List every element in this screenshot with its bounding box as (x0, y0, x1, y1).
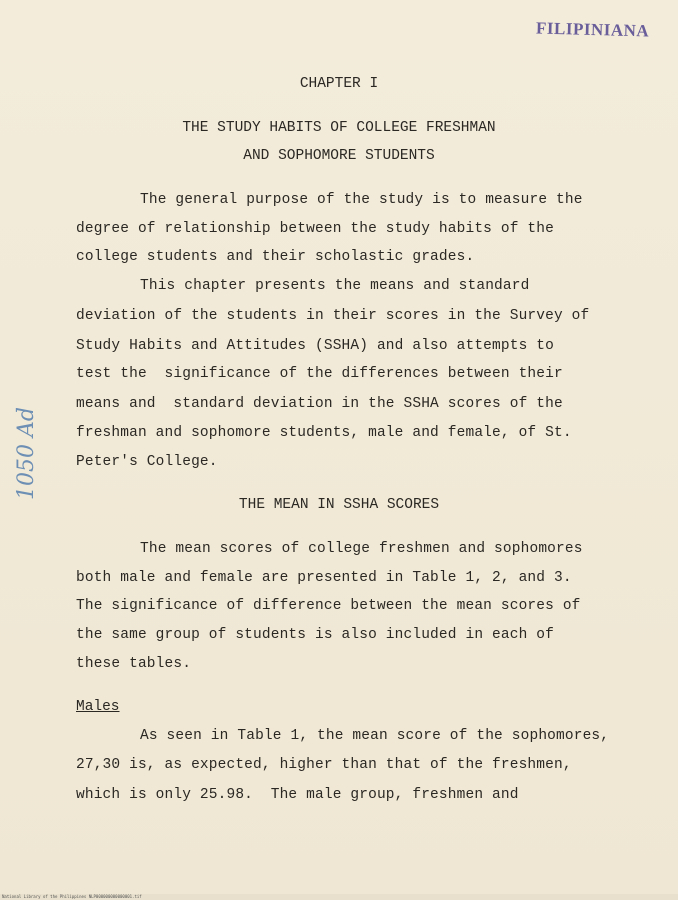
paragraph-4-line: 27,30 is, as expected, higher than that of the freshmen, (76, 757, 572, 773)
filipiniana-stamp: FILIPINIANA (535, 18, 650, 41)
paragraph-3-line: The significance of difference between the mean scores of (76, 598, 581, 614)
paragraph-1-line: degree of relationship between the study habits of the (76, 221, 554, 237)
paragraph-3-line: these tables. (76, 656, 192, 672)
chapter-heading: CHAPTER I (299, 76, 379, 92)
paragraph-3-line: The mean scores of college freshmen and sophomores (140, 541, 583, 557)
paragraph-1-line: college students and their scholastic grades. (76, 249, 475, 265)
paragraph-2-line: freshman and sophomore students, male and female, of St. (76, 425, 572, 441)
paragraph-1-line: The general purpose of the study is to measure the (140, 192, 583, 208)
handwritten-margin-note: 1050 Ad (14, 407, 39, 500)
males-subheading: Males (76, 699, 120, 715)
paragraph-4-line: which is only 25.98. The male group, freshmen and (76, 787, 519, 803)
scan-footer-text: National Library of the Philippines NLP000000000000001.tif (2, 894, 142, 899)
paragraph-2-line: Study Habits and Attitudes (SSHA) and also attempts to (76, 338, 554, 354)
paragraph-3-line: both male and female are presented in Table 1, 2, and 3. (76, 570, 572, 586)
paragraph-2-line: means and standard deviation in the SSHA scores of the (76, 396, 563, 412)
chapter-title-line-1: THE STUDY HABITS OF COLLEGE FRESHMAN (182, 120, 496, 136)
paragraph-4-line: As seen in Table 1, the mean score of the sophomores, (140, 728, 610, 744)
paragraph-2-line: Peter's College. (76, 454, 218, 470)
chapter-title-line-2: AND SOPHOMORE STUDENTS (243, 148, 435, 164)
paragraph-2-line: test the significance of the differences between their (76, 366, 563, 382)
paragraph-2-line: This chapter presents the means and standard (140, 278, 530, 294)
paragraph-3-line: the same group of students is also included in each of (76, 627, 554, 643)
section-heading: THE MEAN IN SSHA SCORES (238, 497, 440, 513)
paragraph-2-line: deviation of the students in their scores in the Survey of (76, 308, 590, 324)
